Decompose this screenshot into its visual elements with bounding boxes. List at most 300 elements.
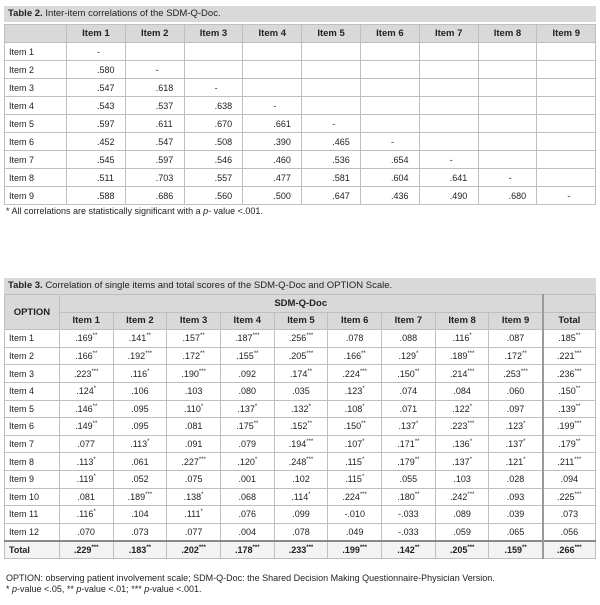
table3-cell bbox=[489, 347, 543, 365]
table2-cell bbox=[537, 61, 596, 79]
table3-cell-significance: ** bbox=[307, 421, 313, 428]
table3-cell bbox=[113, 435, 167, 453]
table3-cell-significance: *** bbox=[574, 491, 582, 498]
table3-col-header: Item 2 bbox=[113, 312, 167, 330]
table3-cell bbox=[220, 347, 274, 365]
table2-cell bbox=[243, 79, 302, 97]
table3-cell-significance: ** bbox=[414, 368, 420, 375]
table3-cell bbox=[167, 365, 221, 383]
table3-cell-value: .113 bbox=[130, 439, 148, 450]
table2-row bbox=[5, 133, 596, 151]
table3-cell-significance: ** bbox=[575, 333, 581, 340]
table2-cell bbox=[478, 151, 537, 169]
table3-cell-value: .070 bbox=[77, 526, 95, 537]
table2-caption bbox=[4, 6, 596, 22]
table3-row bbox=[5, 418, 596, 436]
table2-cell: .511 bbox=[67, 169, 126, 187]
table3-cell-significance: ** bbox=[307, 368, 313, 375]
table3-cell-value: .185 bbox=[558, 333, 576, 344]
table3-row bbox=[5, 400, 596, 418]
table3-cell-significance: ** bbox=[361, 351, 366, 358]
table3-cell bbox=[274, 435, 328, 453]
table3-cell bbox=[543, 400, 596, 418]
table3-cell-value: .103 bbox=[184, 386, 203, 397]
table2-cell bbox=[243, 61, 302, 79]
table3-cell bbox=[543, 418, 596, 436]
table2-note bbox=[6, 206, 594, 217]
table3-cell bbox=[489, 365, 543, 383]
table3-footnotes bbox=[6, 573, 594, 595]
table3-cell-significance: * bbox=[362, 386, 365, 393]
table2-cell: .581 bbox=[302, 169, 361, 187]
table3-cell bbox=[274, 382, 328, 400]
table3-cell bbox=[489, 523, 543, 541]
table3-cell bbox=[113, 453, 167, 471]
table3-cell-value: -.010 bbox=[344, 509, 365, 520]
table2-row-label: Item 9 bbox=[5, 187, 67, 205]
table2-cell: .543 bbox=[67, 97, 126, 115]
table3-cell bbox=[220, 418, 274, 436]
table3-cell-value: .166 bbox=[343, 351, 362, 362]
table3-cell-significance: *** bbox=[467, 544, 475, 551]
table3-cell-significance: * bbox=[254, 456, 258, 463]
table3-footnote-2 bbox=[6, 584, 594, 595]
table3-cell-value: .079 bbox=[238, 439, 257, 450]
table3-cell bbox=[328, 453, 382, 471]
table3-row-label: Item 9 bbox=[5, 470, 60, 488]
table3-cell-value: .221 bbox=[557, 351, 575, 362]
table2-col-header: Item 8 bbox=[478, 25, 537, 43]
table3-cell-value: .155 bbox=[236, 351, 254, 362]
table3-cell bbox=[382, 330, 436, 348]
table3-cell-value: .199 bbox=[342, 544, 360, 555]
table3-cell-value: .110 bbox=[183, 403, 201, 414]
table2-cell: .597 bbox=[125, 151, 184, 169]
footnote-p-1: p bbox=[12, 584, 18, 594]
table3-cell-significance: *** bbox=[306, 333, 314, 340]
table3-cell-value: .227 bbox=[181, 456, 199, 467]
table2-cell bbox=[184, 43, 243, 61]
table2-col-header: Item 3 bbox=[184, 25, 243, 43]
table3-cell bbox=[167, 347, 221, 365]
table2-col-header: Item 1 bbox=[67, 25, 126, 43]
table3-row-label: Item 12 bbox=[5, 523, 60, 541]
table3-row-label: Item 6 bbox=[5, 418, 60, 436]
table3-cell-value: .111 bbox=[184, 509, 201, 520]
table3-cell-significance: *** bbox=[574, 368, 582, 375]
table3-cell-significance: ** bbox=[92, 403, 98, 410]
table3-cell-value: .115 bbox=[345, 456, 362, 467]
table3-cell-significance: *** bbox=[198, 368, 206, 375]
table3-cell bbox=[543, 523, 596, 541]
table3-cell-value: .171 bbox=[397, 439, 415, 450]
table2-cell: .686 bbox=[125, 187, 184, 205]
table2-cell: .390 bbox=[243, 133, 302, 151]
table2-row-label: Item 7 bbox=[5, 151, 67, 169]
table3-cell-value: .150 bbox=[397, 368, 415, 379]
table3-cell-value: .224 bbox=[342, 491, 360, 502]
table3-cell bbox=[220, 470, 274, 488]
table3-cell-significance: ** bbox=[521, 544, 527, 551]
table2-cell: .547 bbox=[67, 79, 126, 97]
table3-cell bbox=[274, 523, 328, 541]
table2-cell: .641 bbox=[419, 169, 478, 187]
table2-cell bbox=[537, 133, 596, 151]
table3-cell-value: .084 bbox=[453, 386, 471, 397]
table3-cell-value: .099 bbox=[292, 509, 310, 520]
table3-cell-value: .229 bbox=[73, 544, 92, 555]
table3-cell-significance: *** bbox=[306, 351, 314, 358]
table3-cell bbox=[59, 418, 113, 436]
table3-cell-value: .122 bbox=[452, 403, 470, 414]
table3-cell bbox=[435, 541, 489, 559]
table3-cell bbox=[274, 488, 328, 506]
table3-cell-value: .104 bbox=[131, 509, 149, 520]
table3-cell bbox=[220, 506, 274, 524]
table3-cell-significance: ** bbox=[575, 439, 581, 446]
table3-cell bbox=[489, 400, 543, 418]
table3-cell-value: .087 bbox=[506, 333, 525, 344]
table3-cell bbox=[435, 347, 489, 365]
table3-cell-value: .102 bbox=[292, 474, 310, 485]
table3-cell-significance: *** bbox=[252, 544, 260, 551]
table3-cell-value: .223 bbox=[449, 421, 468, 432]
table3-cell bbox=[435, 418, 489, 436]
table3-cell bbox=[382, 470, 436, 488]
table2-cell bbox=[302, 43, 361, 61]
table3-cell bbox=[543, 330, 596, 348]
table3-cell-value: .141 bbox=[128, 333, 147, 344]
table2-cell: - bbox=[67, 43, 126, 61]
table3-cell bbox=[59, 365, 113, 383]
footnote-text-1: -value <.05, bbox=[17, 584, 65, 594]
table3-cell-significance: ** bbox=[414, 491, 420, 498]
table3-cell bbox=[113, 365, 167, 383]
table3-cell bbox=[328, 347, 382, 365]
table3-cell-significance: *** bbox=[467, 421, 475, 428]
table2-cell bbox=[419, 133, 478, 151]
table3-cell bbox=[113, 506, 167, 524]
table3-cell-value: .174 bbox=[289, 368, 308, 379]
table3-cell-value: .211 bbox=[557, 456, 575, 467]
table3-cell-significance: * bbox=[200, 509, 203, 516]
table2-row bbox=[5, 115, 596, 133]
table3-cell-value: .077 bbox=[184, 526, 203, 537]
table3-cell bbox=[113, 523, 167, 541]
table3-cell-value: .106 bbox=[131, 386, 149, 397]
table3-cell-value: .175 bbox=[236, 421, 254, 432]
table2-cell bbox=[360, 43, 419, 61]
table3-cell bbox=[543, 488, 596, 506]
table3-cell bbox=[435, 382, 489, 400]
table2-cell bbox=[478, 61, 537, 79]
table3-cell-value: .236 bbox=[557, 368, 575, 379]
table3-cell-value: .108 bbox=[344, 403, 363, 414]
table2-cell bbox=[537, 151, 596, 169]
table3-cell bbox=[435, 453, 489, 471]
table2-cell bbox=[419, 97, 478, 115]
table2-cell: .654 bbox=[360, 151, 419, 169]
table3-cell bbox=[543, 347, 596, 365]
table2-col-header: Item 6 bbox=[360, 25, 419, 43]
table3-cell bbox=[167, 400, 221, 418]
table3-cell bbox=[59, 330, 113, 348]
table3-cell bbox=[274, 330, 328, 348]
table3-cell bbox=[220, 523, 274, 541]
table3-cell bbox=[113, 347, 167, 365]
table3-cell bbox=[167, 382, 221, 400]
table2-cell: .490 bbox=[419, 187, 478, 205]
table3-cell bbox=[113, 541, 167, 559]
table3-label: Table 3. bbox=[8, 280, 43, 291]
table3-cell-significance: * bbox=[361, 474, 365, 481]
table2-cell: .638 bbox=[184, 97, 243, 115]
table3-cell-value: .150 bbox=[343, 421, 362, 432]
table3-cell-value: .214 bbox=[449, 368, 468, 379]
table3-cell-significance: *** bbox=[198, 456, 206, 463]
table3-cell-value: -.033 bbox=[398, 526, 419, 537]
table3-cell-value: .202 bbox=[181, 544, 199, 555]
table3-cell bbox=[435, 523, 489, 541]
table3-cell-significance: * bbox=[415, 421, 419, 428]
table3-cell-significance: * bbox=[308, 403, 311, 410]
table2-note-pre: * All correlations are statistically significant with a bbox=[6, 206, 201, 216]
table3-cell-value: .183 bbox=[128, 544, 147, 555]
table3-cell-value: .205 bbox=[288, 351, 307, 362]
table3-cell-value: .060 bbox=[506, 386, 525, 397]
table2-cell bbox=[537, 169, 596, 187]
table3-cell-value: .123 bbox=[344, 386, 363, 397]
table3-cell-significance: *** bbox=[306, 439, 314, 446]
table3-group-header-row bbox=[5, 295, 596, 313]
table3-cell bbox=[274, 453, 328, 471]
table3-cell-value: .078 bbox=[292, 526, 310, 537]
table3-row bbox=[5, 523, 596, 541]
table3-cell-value: .073 bbox=[131, 526, 149, 537]
table3-cell bbox=[113, 400, 167, 418]
table3-cell bbox=[328, 418, 382, 436]
footnote-mark-2: ** bbox=[66, 584, 74, 594]
table3-cell-significance: ** bbox=[200, 351, 205, 358]
table3-row bbox=[5, 435, 596, 453]
table2-cell: .508 bbox=[184, 133, 243, 151]
table3-cell-value: .039 bbox=[506, 509, 525, 520]
table3-cell bbox=[113, 470, 167, 488]
table3-cell-value: .113 bbox=[76, 456, 94, 467]
table2-cell: - bbox=[125, 61, 184, 79]
table2-cell: - bbox=[184, 79, 243, 97]
table3-cell-value: .073 bbox=[560, 509, 579, 520]
table3-cell-value: .242 bbox=[449, 491, 468, 502]
table2-cell bbox=[243, 43, 302, 61]
table3-cell-significance: *** bbox=[359, 368, 367, 375]
table3-cell bbox=[274, 400, 328, 418]
table3-cell-significance: ** bbox=[414, 439, 420, 446]
table2-corner-cell bbox=[5, 25, 67, 43]
table3-cell bbox=[382, 523, 436, 541]
table3-cell-value: .114 bbox=[291, 491, 309, 502]
table3-col-header: Item 5 bbox=[274, 312, 328, 330]
table3-cell-value: .028 bbox=[506, 474, 525, 485]
table3-cell-value: .178 bbox=[235, 544, 253, 555]
table3-row bbox=[5, 488, 596, 506]
table3-cell-significance: * bbox=[523, 421, 526, 428]
table2-cell bbox=[478, 43, 537, 61]
table3-cell-significance: *** bbox=[359, 544, 367, 551]
table3-cell-value: .223 bbox=[73, 368, 92, 379]
table3-cell-value: .116 bbox=[130, 368, 148, 379]
table3-row bbox=[5, 506, 596, 524]
table2-cell bbox=[360, 79, 419, 97]
table3-col-header: Item 6 bbox=[328, 312, 382, 330]
table3-cell-value: .189 bbox=[127, 491, 146, 502]
table2-cell bbox=[537, 115, 596, 133]
table3-cell bbox=[113, 330, 167, 348]
table3-cell-value: .004 bbox=[238, 526, 257, 537]
table3-row-label: Item 8 bbox=[5, 453, 60, 471]
table3-cell-value: .056 bbox=[560, 526, 579, 537]
table3-cell bbox=[220, 488, 274, 506]
table2-label: Table 2. bbox=[8, 8, 43, 19]
table3-cell bbox=[382, 488, 436, 506]
table3-cell-significance: ** bbox=[200, 333, 205, 340]
table2-cell: .546 bbox=[184, 151, 243, 169]
table3-cell-value: .124 bbox=[76, 386, 94, 397]
table3-cell bbox=[59, 347, 113, 365]
table2-cell bbox=[419, 115, 478, 133]
table3-cell-significance: ** bbox=[92, 421, 98, 428]
table3-cell-value: .253 bbox=[503, 368, 521, 379]
table3-cell-value: .142 bbox=[397, 544, 415, 555]
table3-cell-value: .179 bbox=[558, 439, 576, 450]
table3-cell-value: .059 bbox=[453, 526, 471, 537]
table3-cell bbox=[167, 330, 221, 348]
table2-cell bbox=[478, 133, 537, 151]
table2-title: Inter-item correlations of the SDM-Q-Doc. bbox=[45, 8, 221, 19]
table3 bbox=[4, 294, 596, 559]
table3-cell-value: .061 bbox=[131, 456, 149, 467]
table3-cell-significance: * bbox=[93, 509, 96, 516]
table3-cell-significance: * bbox=[93, 386, 97, 393]
table2-cell bbox=[184, 61, 243, 79]
table2-note-post: value <.001. bbox=[213, 206, 263, 216]
table3-cell bbox=[220, 541, 274, 559]
table3-cell-value: .074 bbox=[399, 386, 418, 397]
table3-cell-value: .081 bbox=[77, 491, 95, 502]
table2-cell: .703 bbox=[125, 169, 184, 187]
table3-cell-value: .093 bbox=[506, 491, 525, 502]
table3-cell-value: .080 bbox=[238, 386, 257, 397]
table3-cell bbox=[328, 506, 382, 524]
table3-cell-value: .068 bbox=[238, 491, 257, 502]
table3-cell bbox=[489, 382, 543, 400]
table3-cell bbox=[167, 488, 221, 506]
table3-cell bbox=[328, 435, 382, 453]
table3-row bbox=[5, 365, 596, 383]
table3-cell-value: .119 bbox=[76, 474, 94, 485]
table3-cell bbox=[59, 523, 113, 541]
table3-row-label: Item 11 bbox=[5, 506, 60, 524]
table3-cell bbox=[220, 453, 274, 471]
table3-cell bbox=[435, 400, 489, 418]
table3-row bbox=[5, 347, 596, 365]
table3-cell-value: .077 bbox=[77, 439, 95, 450]
table3-cell-significance: * bbox=[254, 403, 258, 410]
table3-cell-value: .001 bbox=[238, 474, 257, 485]
table3-cell-significance: * bbox=[93, 474, 96, 481]
table2-cell bbox=[419, 61, 478, 79]
table2-cell: .545 bbox=[67, 151, 126, 169]
table3-cell-value: .097 bbox=[506, 403, 525, 414]
table3-cell-significance: *** bbox=[91, 544, 99, 551]
table3-option-header: OPTION bbox=[5, 295, 60, 330]
table3-cell-value: .190 bbox=[181, 368, 199, 379]
footnote-mark-1: * bbox=[6, 584, 10, 594]
table3-cell bbox=[167, 453, 221, 471]
table3-cell-value: .095 bbox=[131, 403, 149, 414]
table2-cell bbox=[419, 79, 478, 97]
table2-col-header: Item 7 bbox=[419, 25, 478, 43]
table2-cell bbox=[478, 79, 537, 97]
table3-cell-significance: * bbox=[147, 368, 150, 375]
table2 bbox=[4, 24, 596, 205]
table3-cell-value: -.033 bbox=[398, 509, 419, 520]
table2-cell: .436 bbox=[360, 187, 419, 205]
table2-cell: .452 bbox=[67, 133, 126, 151]
table3-cell-significance: ** bbox=[146, 333, 151, 340]
table3-cell-value: .116 bbox=[452, 333, 470, 344]
table3-cell-significance: * bbox=[93, 456, 96, 463]
table3-cell-value: .137 bbox=[452, 456, 470, 467]
table3-cell bbox=[113, 418, 167, 436]
table2-cell: .604 bbox=[360, 169, 419, 187]
table3-cell bbox=[435, 506, 489, 524]
table3-cell bbox=[382, 541, 436, 559]
table3-row bbox=[5, 453, 596, 471]
table2-cell: .588 bbox=[67, 187, 126, 205]
footnote-text-2: -value <.01; bbox=[81, 584, 129, 594]
table2-cell bbox=[360, 115, 419, 133]
table3-cell-value: .129 bbox=[398, 351, 416, 362]
table3-cell bbox=[489, 470, 543, 488]
table3-cell bbox=[167, 435, 221, 453]
footnote-mark-3: *** bbox=[131, 584, 142, 594]
table2-cell bbox=[537, 43, 596, 61]
table2-col-header: Item 9 bbox=[537, 25, 596, 43]
table3-cell-value: .149 bbox=[75, 421, 93, 432]
table3-cell-value: .091 bbox=[184, 439, 203, 450]
table3-col-header: Item 1 bbox=[59, 312, 113, 330]
table3-cell-significance: *** bbox=[574, 421, 582, 428]
table3-cell bbox=[382, 453, 436, 471]
table3-cell-significance: * bbox=[469, 456, 473, 463]
table3-row-label: Item 2 bbox=[5, 347, 60, 365]
table3-cell-value: .137 bbox=[237, 403, 255, 414]
table3-cell bbox=[489, 418, 543, 436]
table3-cell bbox=[328, 382, 382, 400]
table3-cell bbox=[489, 488, 543, 506]
table2-cell: .460 bbox=[243, 151, 302, 169]
table2-cell: .465 bbox=[302, 133, 361, 151]
table2-row-label: Item 4 bbox=[5, 97, 67, 115]
table2-row-label: Item 2 bbox=[5, 61, 67, 79]
table3-cell bbox=[167, 470, 221, 488]
table2-cell: .680 bbox=[478, 187, 537, 205]
table3-cell-significance: *** bbox=[467, 368, 475, 375]
table3-cell-significance: ** bbox=[253, 421, 259, 428]
table3-cell-value: .169 bbox=[75, 333, 93, 344]
table3-cell-value: .137 bbox=[505, 439, 524, 450]
